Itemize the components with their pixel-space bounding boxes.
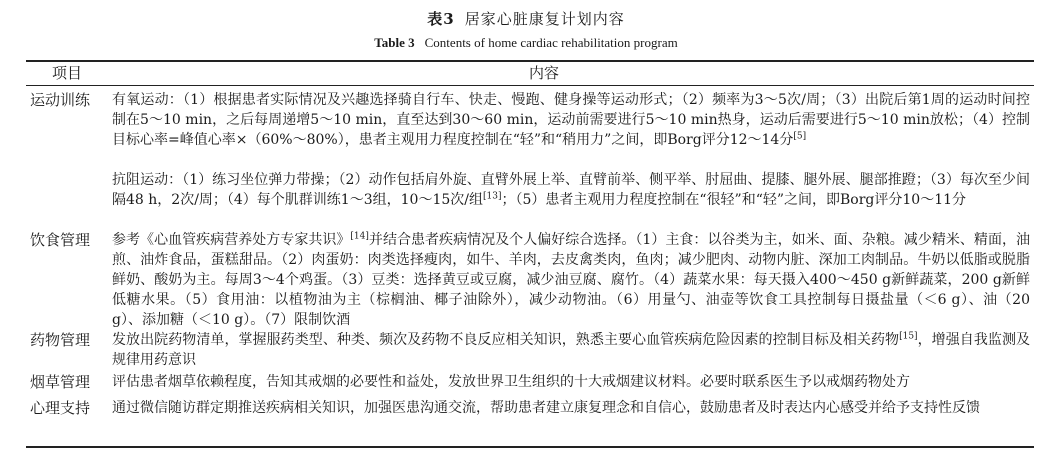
row-label-psychology: 心理支持 <box>30 399 91 417</box>
diet-text-tail: 并结合患者疾病情况及个人偏好综合选择。（1）主食：以谷类为主，如米、面、杂粮。减少精米、精面，油煎、油炸食品，蛋糕甜品。（2）肉蛋奶：肉类选择瘦肉，如牛、羊肉，去皮禽类肉，鱼肉；减少肥肉、动物内脏、深加工肉制品。牛奶以低脂或脱脂鲜奶、酸奶为主。每周3～4个鸡蛋。（3）豆类：选择黄豆或豆腐，减少油豆腐、腐竹。（4）蔬菜水果：每天摄入400～450 g新鲜蔬菜，200 g新鲜低糖水果。（5）食用油：以植物油为主（棕榈油、椰子油除外），减少动物油。（6）用量勺、油壶等饮食工具控制每日摄盐量（＜6 g）、油（20 g）、添加糖（＜10 g）。（7）限制饮酒 <box>112 232 1030 328</box>
table-caption-english <box>0 34 1052 52</box>
row-content-resistance <box>112 170 1030 210</box>
psychology-text: 通过微信随访群定期推送疾病相关知识，加强医患沟通交流，帮助患者建立康复理念和自信心，鼓励患者及时表达内心感受并给予支持性反馈 <box>112 400 980 416</box>
row-label-tobacco: 烟草管理 <box>30 373 91 391</box>
medication-text: 发放出院药物清单，掌握服药类型、种类、频次及药物不良反应相关知识，熟悉主要心血管疾病危险因素的控制目标及相关药物 <box>112 332 900 348</box>
table-header-rule <box>26 85 1034 86</box>
table-top-rule <box>26 60 1034 62</box>
citation-14: [14] <box>350 231 369 242</box>
row-label-medication: 药物管理 <box>30 331 91 349</box>
row-content-tobacco <box>112 372 1030 392</box>
citation-5: [5] <box>793 131 807 142</box>
row-content-diet <box>112 230 1030 330</box>
resistance-text: 抗阻运动：（1）练习坐位弹力带操；（2）动作包括肩外旋、直臂外展上举、直臂前举、侧平举、肘屈曲、提膝、腿外展、腿部推蹬；（3）每次至少间隔48 h，2次/周；（4）每个肌群训练1～3组，10～15次/组 <box>112 172 1030 208</box>
resistance-text-tail: ；（5）患者主观用力程度控制在“很轻”和“轻”之间，即Borg评分10～11分 <box>501 192 967 208</box>
row-content-medication <box>112 330 1030 370</box>
diet-text: 参考《心血管疾病营养处方专家共识》 <box>112 232 351 248</box>
table-title-en: Contents of home cardiac rehabilitation program <box>424 35 678 50</box>
row-content-aerobic <box>112 90 1030 150</box>
table-caption-chinese <box>0 9 1052 29</box>
medication-text-tail: ，增强自我监测及规律用药意识 <box>112 332 1031 368</box>
table-number-cn: 表3 <box>427 10 455 28</box>
row-label-diet: 饮食管理 <box>30 231 91 249</box>
citation-15: [15] <box>899 331 918 342</box>
citation-13: [13] <box>482 191 502 202</box>
table-title-cn: 居家心脏康复计划内容 <box>464 10 625 28</box>
row-content-psychology <box>112 398 1030 418</box>
tobacco-text: 评估患者烟草依赖程度，告知其戒烟的必要性和益处，发放世界卫生组织的十大戒烟建议材料。必要时联系医生予以戒烟药物处方 <box>112 374 910 390</box>
column-header-item: 项目 <box>52 64 83 82</box>
column-header-content: 内容 <box>528 64 559 82</box>
table-bottom-rule <box>26 446 1034 448</box>
row-label-exercise: 运动训练 <box>30 91 91 109</box>
aerobic-text: 有氧运动：（1）根据患者实际情况及兴趣选择骑自行车、快走、慢跑、健身操等运动形式；（2）频率为3～5次/周；（3）出院后第1周的运动时间控制在5～10 min，之后每周递增5～10 min，直至达到30～60 min，运动前需要进行5～10 min热身，运动后需要进行5～10 min放松；（4）控制目标心率=峰值心率×（60%～80%），患者主观用力程度控制在“轻”和“稍用力”之间，即Borg评分12～14分 <box>112 92 1030 148</box>
table-number-en: Table 3 <box>374 35 415 50</box>
